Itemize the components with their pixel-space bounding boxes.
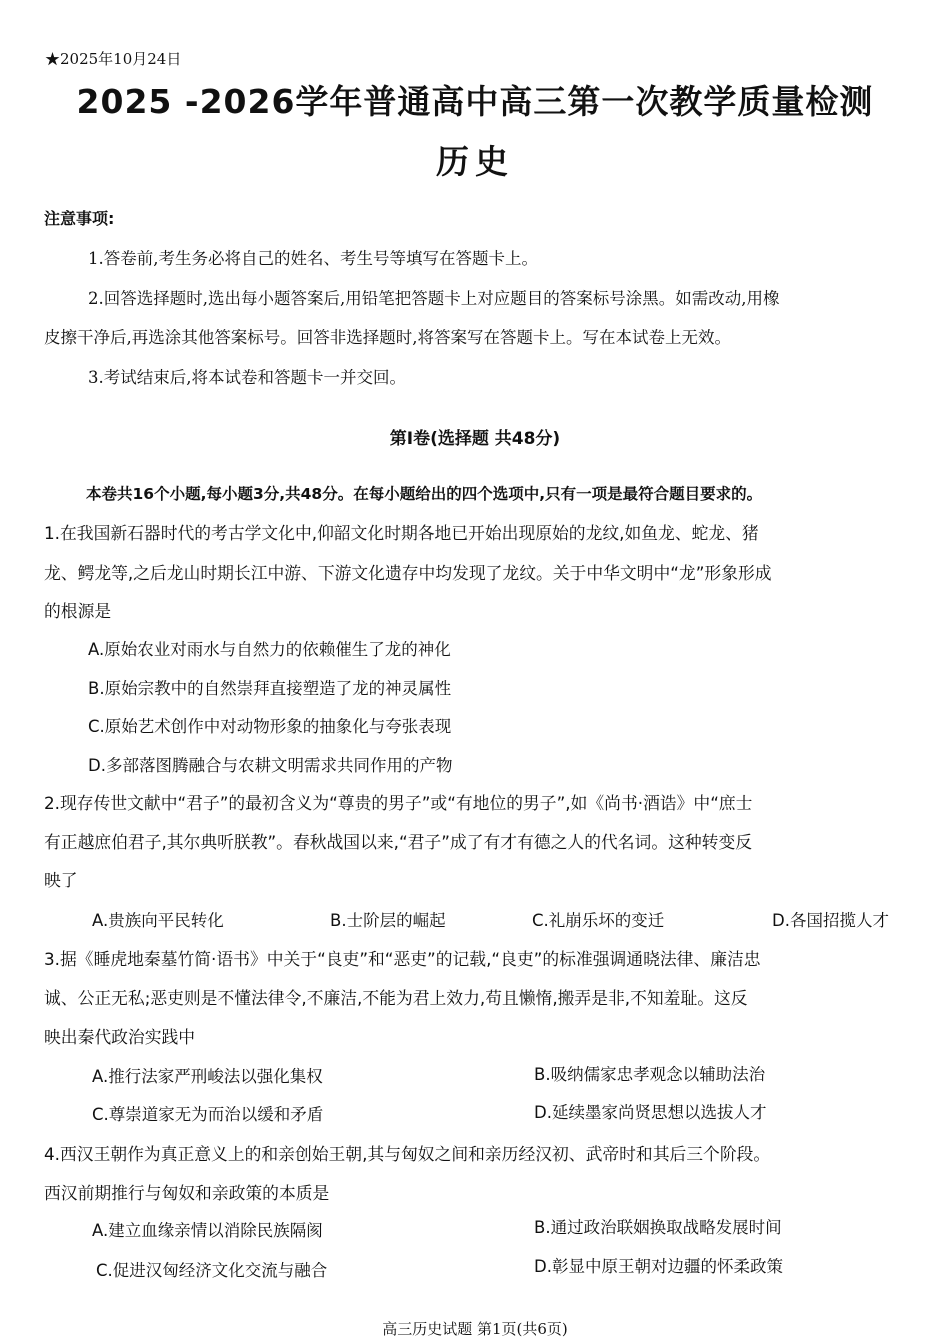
- question-1-line: 1.在我国新石器时代的考古学文化中,仰韶文化时期各地已开始出现原始的龙纹,如鱼龙、蛇龙、猪: [44, 523, 759, 543]
- note-item: 1.答卷前,考生务必将自己的姓名、考生号等填写在答题卡上。: [88, 249, 538, 268]
- question-3-line: 映出秦代政治实践中: [44, 1027, 196, 1047]
- question-4-line: 4.西汉王朝作为真正意义上的和亲创始王朝,其与匈奴之间和亲历经汉初、武帝时和其后三个阶段。: [44, 1144, 771, 1164]
- question-1-line: 龙、鳄龙等,之后龙山时期长江中游、下游文化遗存中均发现了龙纹。关于中华文明中“龙”形象形成: [44, 563, 772, 583]
- exam-title: 2025 -2026学年普通高中高三第一次教学质量检测: [76, 82, 874, 121]
- question-1-option-d: D.多部落图腾融合与农耕文明需求共同作用的产物: [88, 756, 453, 775]
- question-1-option-b: B.原始宗教中的自然崇拜直接塑造了龙的神灵属性: [88, 679, 452, 698]
- section-instructions: 本卷共16个小题,每小题3分,共48分。在每小题给出的四个选项中,只有一项是最符合题目要求的。: [86, 485, 763, 503]
- note-item: 2.回答选择题时,选出每小题答案后,用铅笔把答题卡上对应题目的答案标号涂黑。如需改动,用橡: [88, 289, 780, 308]
- question-4-option-c: C.促进汉匈经济文化交流与融合: [96, 1261, 328, 1280]
- note-item: 3.考试结束后,将本试卷和答题卡一并交回。: [88, 368, 406, 387]
- question-1-option-a: A.原始农业对雨水与自然力的依赖催生了龙的神化: [88, 640, 451, 659]
- question-2-line: 2.现存传世文献中“君子”的最初含义为“尊贵的男子”或“有地位的男子”,如《尚书·酒诰》中“庶士: [44, 793, 753, 813]
- notes-heading: 注意事项:: [44, 209, 115, 228]
- exam-subject: 历史: [436, 142, 514, 181]
- question-3-option-c: C.尊崇道家无为而治以缓和矛盾: [92, 1105, 324, 1124]
- question-3-option-d: D.延续墨家尚贤思想以选拔人才: [534, 1103, 767, 1122]
- question-4-option-a: A.建立血缘亲情以消除民族隔阂: [92, 1221, 323, 1240]
- question-3-line: 诚、公正无私;恶吏则是不懂法律令,不廉洁,不能为君上效力,苟且懒惰,搬弄是非,不知羞耻。这反: [44, 988, 748, 1008]
- question-2-line: 映了: [44, 870, 78, 890]
- question-3-line: 3.据《睡虎地秦墓竹简·语书》中关于“良吏”和“恶吏”的记载,“良吏”的标准强调通晓法律、廉洁忠: [44, 949, 761, 969]
- question-2-option-a: A.贵族向平民转化: [92, 911, 224, 930]
- question-4-option-b: B.通过政治联姻换取战略发展时间: [534, 1218, 782, 1237]
- question-3-option-a: A.推行法家严刑峻法以强化集权: [92, 1067, 323, 1086]
- question-2-line: 有正越庶伯君子,其尔典听朕教”。春秋战国以来,“君子”成了有才有德之人的代名词。这种转变反: [44, 832, 753, 852]
- question-2-option-d: D.各国招揽人才: [772, 911, 889, 930]
- section-title: 第Ⅰ卷(选择题 共48分): [389, 429, 561, 449]
- exam-date: ★2025年10月24日: [45, 50, 182, 68]
- question-2-option-c: C.礼崩乐坏的变迁: [532, 911, 665, 930]
- note-item-continued: 皮擦干净后,再选涂其他答案标号。回答非选择题时,将答案写在答题卡上。写在本试卷上无效。: [44, 328, 731, 347]
- question-1-option-c: C.原始艺术创作中对动物形象的抽象化与夸张表现: [88, 717, 452, 736]
- page-footer: 高三历史试题 第1页(共6页): [382, 1320, 568, 1338]
- question-4-line: 西汉前期推行与匈奴和亲政策的本质是: [44, 1183, 330, 1203]
- question-4-option-d: D.彰显中原王朝对边疆的怀柔政策: [534, 1257, 783, 1276]
- question-3-option-b: B.吸纳儒家忠孝观念以辅助法治: [534, 1065, 766, 1084]
- question-1-line: 的根源是: [44, 601, 112, 621]
- question-2-option-b: B.士阶层的崛起: [330, 911, 446, 930]
